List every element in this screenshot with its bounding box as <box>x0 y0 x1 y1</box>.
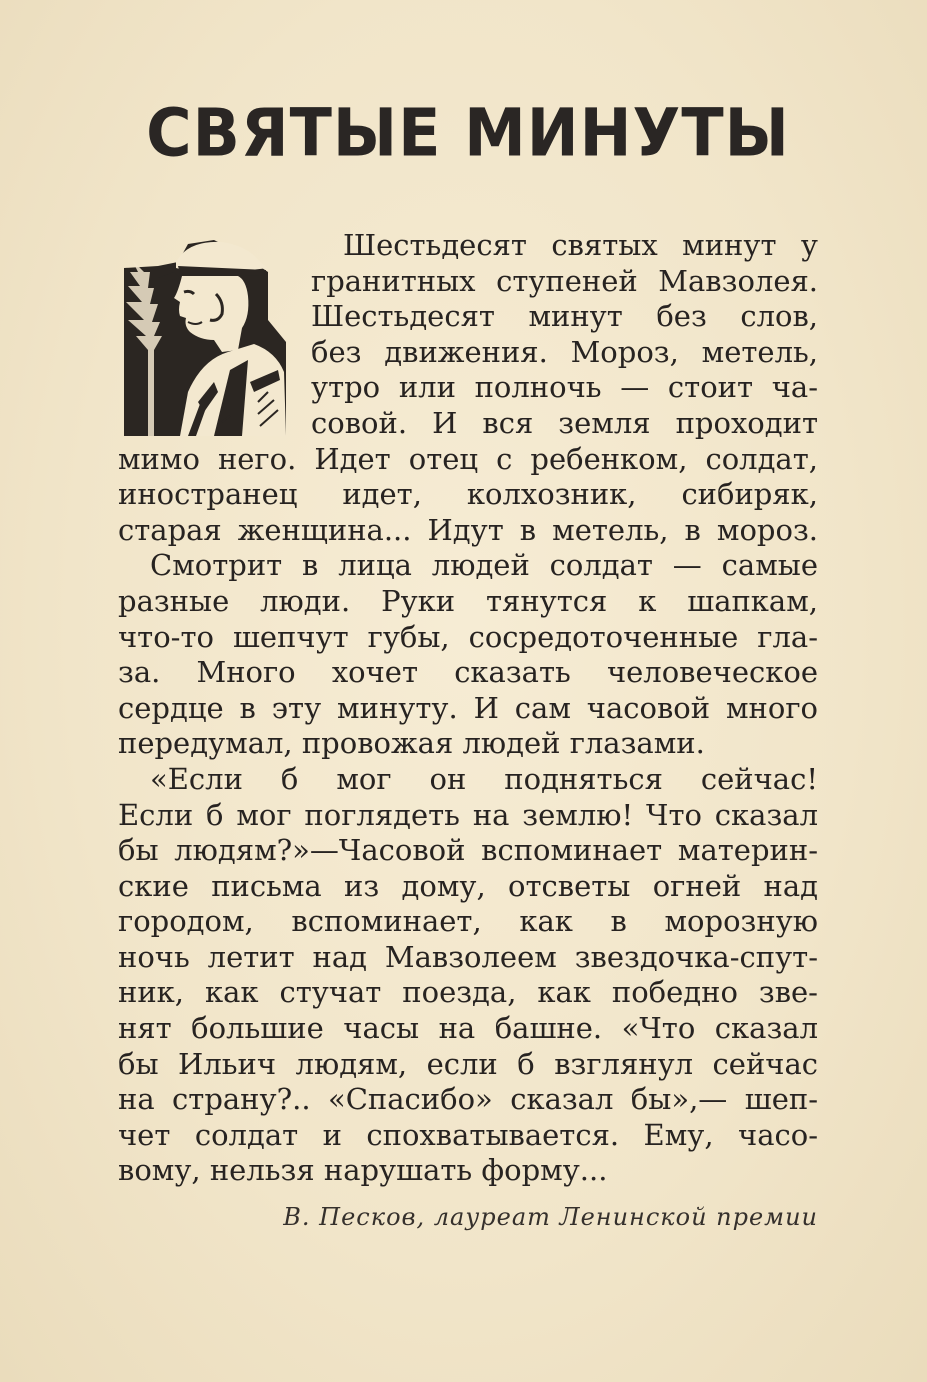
author-name: В. Песков, <box>283 1203 426 1231</box>
text-line: вому, нельзя нарушать форму... <box>118 1153 608 1188</box>
text-line: бы Ильич людям, если б взглянул сейчас <box>118 1046 818 1081</box>
text-line: «Если б мог он подняться сейчас! <box>150 761 818 796</box>
author-signature <box>118 1203 818 1231</box>
text-line: Шестьдесят минут без слов, <box>311 299 818 334</box>
text-line: Смотрит в лица людей солдат — самые <box>150 548 818 583</box>
text-line: за. Много хочет сказать человеческое <box>118 655 818 690</box>
text-line: что-то шепчут губы, сосредоточенные гла- <box>118 619 818 654</box>
text-line: городом, вспоминает, как в морозную <box>118 904 818 939</box>
page-title: СВЯТЫЕ МИНУТЫ <box>146 93 790 172</box>
text-line: гранитных ступеней Мавзолея. <box>311 263 818 298</box>
text-line: совой. И вся земля проходит <box>311 405 818 440</box>
text-line: сердце в эту минуту. И сам часовой много <box>118 690 818 725</box>
text-line: утро или полночь — стоит ча- <box>311 370 818 405</box>
text-line: старая женщина... Идут в метель, в мороз. <box>118 512 818 547</box>
text-line: иностранец идет, колхозник, сибиряк, <box>118 477 818 512</box>
text-line: ские письма из дому, отсветы огней над <box>118 868 818 903</box>
text-line: на страну?.. «Спасибо» сказал бы»,— шеп- <box>118 1082 818 1117</box>
author-role: лауреат Ленинской премии <box>433 1203 818 1231</box>
text-line: без движения. Мороз, метель, <box>311 334 818 369</box>
text-line: Если б мог поглядеть на землю! Что сказал <box>118 797 818 832</box>
article-body <box>118 228 818 1189</box>
text-line: нят большие часы на башне. «Что сказал <box>118 1011 818 1046</box>
text-line: передумал, провожая людей глазами. <box>118 726 705 761</box>
text-line: Шестьдесят святых минут у <box>343 228 818 262</box>
text-line: разные люди. Руки тянутся к шапкам, <box>118 583 818 618</box>
text-line: ночь летит над Мавзолеем звездочка-спут- <box>118 939 818 974</box>
text-line: мимо него. Идет отец с ребенком, солдат, <box>118 441 818 476</box>
text-line: бы людям?»—Часовой вспоминает материн- <box>118 833 818 868</box>
text-line: чет солдат и спохватывается. Ему, часо- <box>118 1117 818 1152</box>
text-line: ник, как стучат поезда, как победно зве- <box>118 975 818 1010</box>
